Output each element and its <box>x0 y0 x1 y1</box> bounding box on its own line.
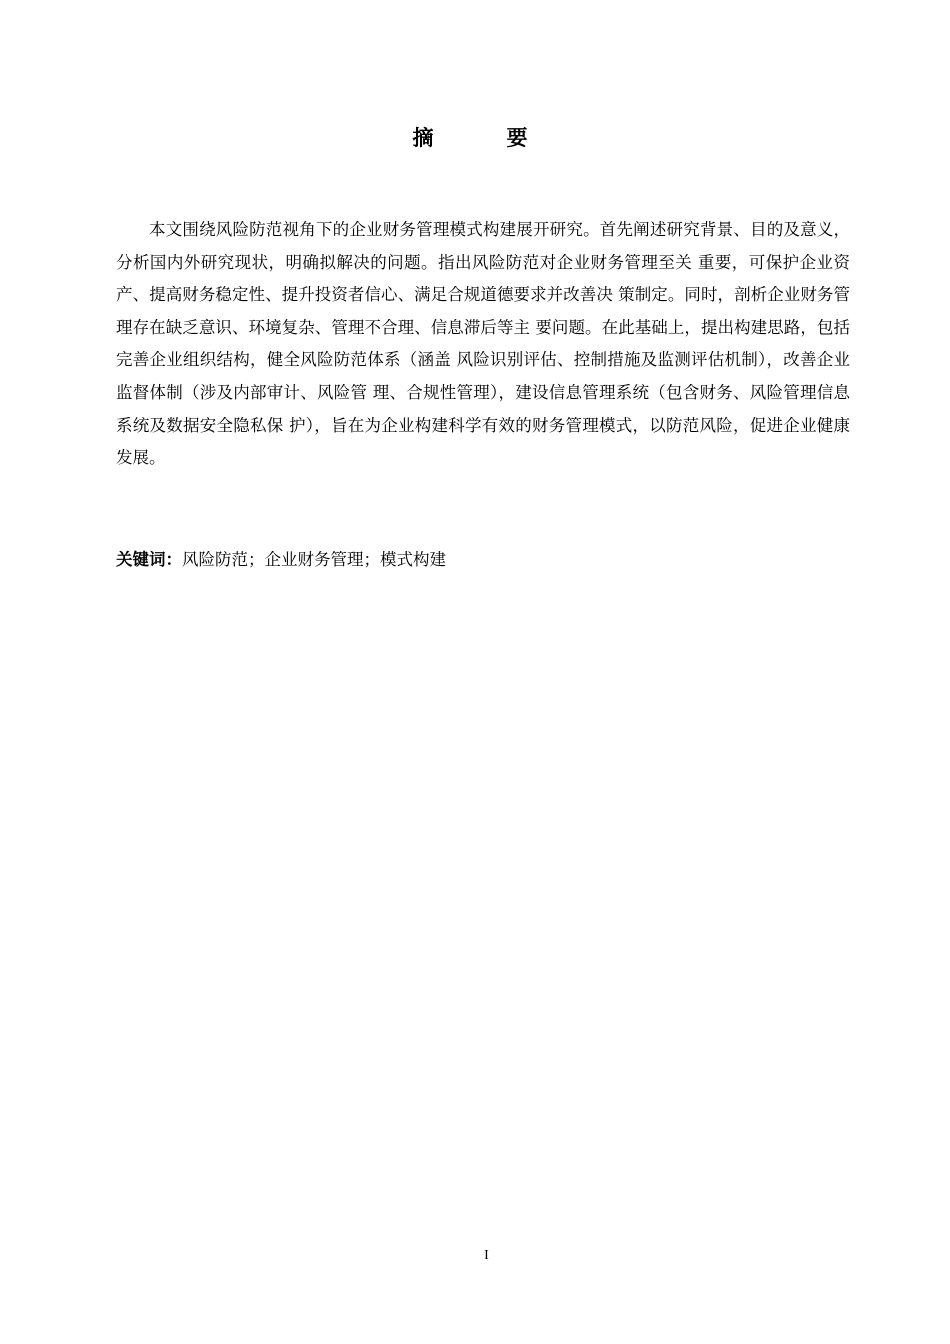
page-number: I <box>484 1248 489 1263</box>
keywords-label: 关键词： <box>116 550 182 569</box>
keywords-text: 风险防范；企业财务管理；模式构建 <box>182 550 446 569</box>
abstract-title: 摘 要 <box>412 126 554 150</box>
keywords-line <box>116 545 850 575</box>
abstract-body: 本文围绕风险防范视角下的企业财务管理模式构建展开研究。首先阐述研究背景、目的及意义，分析国内外研究现状，明确拟解决的问题。指出风险防范对企业财务管理至关 重要，可保护企业资产、提高财务稳定性、提升投资者信心、满足合规道德要求并改善决 策制定。同时，剖析企业财务管理存在缺乏意识、环境复杂、管理不合理、信息滞后等主 要问题。在此基础上，提出构建思路，包括完善企业组织结构，健全风险防范体系（涵盖 风险识别评估、控制措施及监测评估机制），改善企业监督体制（涉及内部审计、风险管 理、合规性管理），建设信息管理系统（包含财务、风险管理信息系统及数据安全隐私保 护），旨在为企业构建科学有效的财务管理模式，以防范风险，促进企业健康发展。 <box>116 220 850 468</box>
